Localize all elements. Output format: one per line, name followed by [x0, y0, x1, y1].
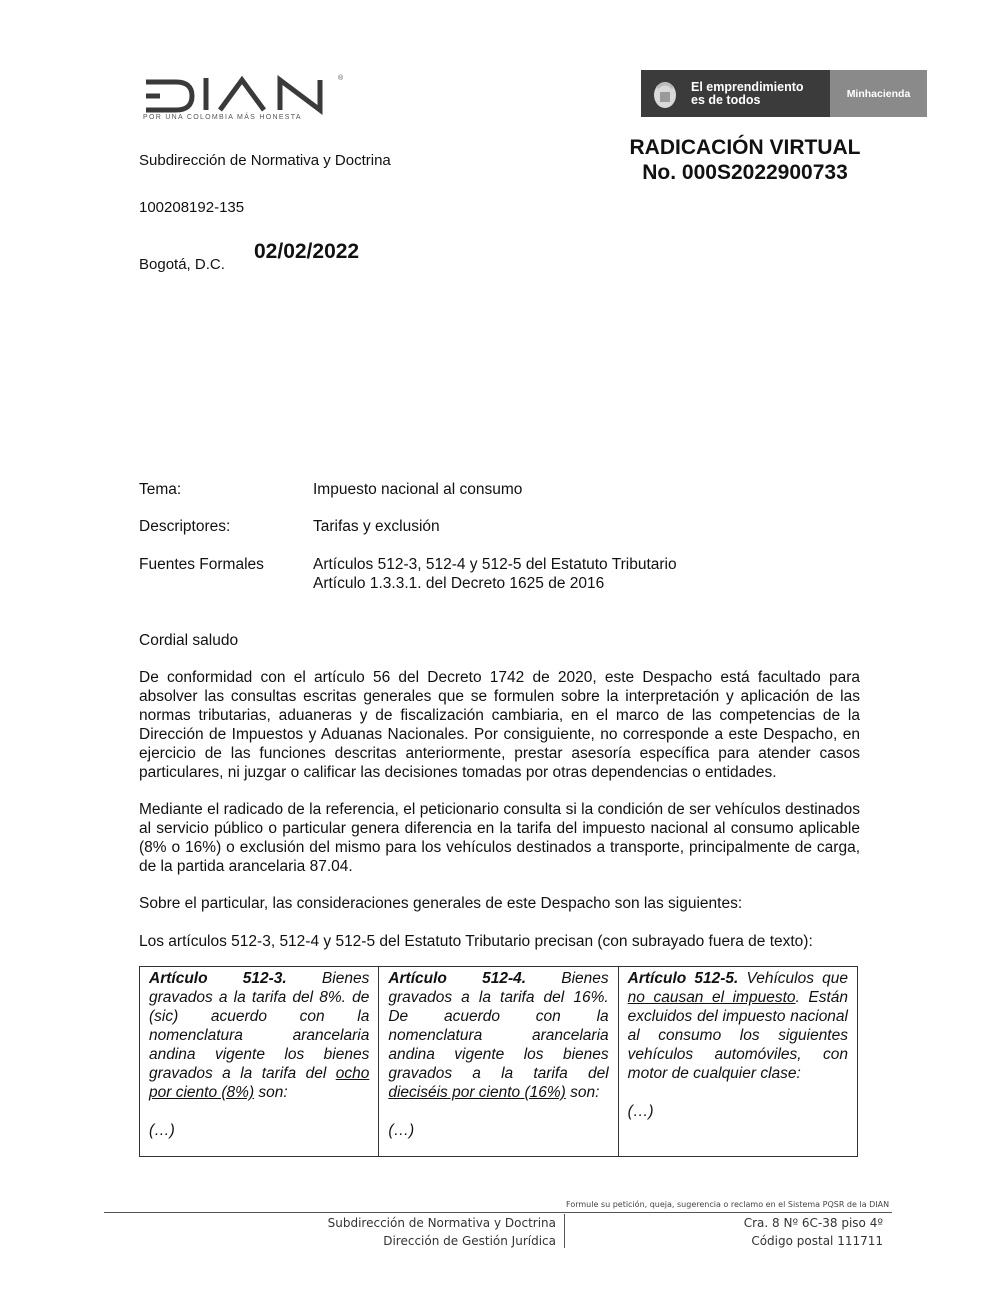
footer-divider: [104, 1212, 892, 1213]
footer-office: Subdirección de Normativa y Doctrina: [327, 1216, 556, 1230]
article-512-5-heading: Artículo 512-5.: [627, 970, 739, 987]
document-date: 02/02/2022: [254, 240, 360, 263]
article-512-5-ellipsis: (…): [627, 1103, 654, 1120]
article-512-5-text-end: . Están excluidos del impuesto nacional al consumo los siguientes vehículos automóviles, con motor de cualquier clase:: [627, 989, 848, 1082]
descriptores-label: Descriptores:: [139, 518, 231, 535]
paragraph-3: Sobre el particular, las consideraciones generales de este Despacho son las siguientes:: [139, 895, 743, 912]
radicacion-title: RADICACIÓN VIRTUAL: [629, 136, 861, 159]
footer-note: Formule su petición, queja, sugerencia o reclamo en el Sistema PQSR de la DIAN: [566, 1200, 890, 1209]
footer-postal-code: Código postal 111711: [751, 1234, 883, 1248]
gov-banner-ministry: Minhacienda: [830, 70, 927, 117]
article-512-3-ellipsis: (…): [149, 1122, 175, 1139]
tema-label: Tema:: [139, 481, 182, 498]
table-row: [140, 967, 858, 1157]
article-512-3-underline: ocho por ciento (8%): [149, 1065, 370, 1101]
svg-text:®: ®: [338, 75, 344, 82]
office-name: Subdirección de Normativa y Doctrina: [139, 152, 391, 169]
article-512-5-underline: no causan el impuesto: [627, 989, 796, 1006]
greeting: Cordial saludo: [139, 632, 239, 649]
article-512-3-heading: Artículo 512-3.: [149, 970, 287, 987]
reference-number: 100208192-135: [139, 199, 245, 216]
fuentes-value-1: Artículos 512-3, 512-4 y 512-5 del Estatuto Tributario: [313, 556, 677, 573]
footer-vertical-divider: [564, 1214, 565, 1248]
article-512-4-underline: dieciséis por ciento (16%): [388, 1084, 566, 1101]
fuentes-value-2: Artículo 1.3.3.1. del Decreto 1625 de 2016: [313, 575, 605, 592]
gov-banner-line2: es de todos: [691, 92, 761, 107]
city: Bogotá, D.C.: [139, 256, 225, 273]
article-512-4-cell: [379, 967, 618, 1157]
descriptores-value: Tarifas y exclusión: [313, 518, 440, 535]
coat-of-arms-icon: [647, 76, 683, 112]
footer-direction: Dirección de Gestión Jurídica: [383, 1234, 556, 1248]
article-512-3-text-end: son:: [254, 1084, 288, 1101]
logo-tagline: POR UNA COLOMBIA MÁS HONESTA: [143, 114, 302, 121]
article-512-4-ellipsis: (…): [388, 1122, 415, 1139]
articles-table: [139, 966, 858, 1157]
fuentes-label: Fuentes Formales: [139, 556, 264, 573]
gov-banner-text: [691, 81, 804, 107]
article-512-5-text: Vehículos que: [738, 970, 849, 987]
article-512-5-cell: [618, 967, 857, 1157]
footer-address: Cra. 8 Nº 6C-38 piso 4º: [743, 1216, 883, 1230]
article-512-4-text-end: son:: [565, 1084, 600, 1101]
article-512-4-text: Bienes gravados a la tarifa del 16%. De acuerdo con la nomenclatura arancelaria andina vigente los bienes gravados a la tarifa del: [388, 970, 609, 1082]
government-banner: [641, 70, 927, 117]
article-512-3-text: Bienes gravados a la tarifa del 8%. de (sic) acuerdo con la nomenclatura arancelaria andina vigente los bienes gravados a la tarifa del: [149, 970, 370, 1082]
radicacion-number: No. 000S2022900733: [642, 161, 848, 184]
tema-value: Impuesto nacional al consumo: [313, 481, 523, 498]
gov-banner-left: [641, 70, 830, 117]
radicacion-block: [580, 135, 910, 185]
article-512-3-cell: [140, 967, 379, 1157]
paragraph-1: De conformidad con el artículo 56 del Decreto 1742 de 2020, este Despacho está facultado para absolver las consultas escritas generales que se formulen sobre la interpretación y aplicación de las normas tributarias, aduaneras y de fiscalización cambiaria, en el marco de las competencias de la Dirección de Impuestos y Aduanas Nacionales. Por consiguiente, no corresponde a este Despacho, en ejercicio de las funciones descritas anteriormente, prestar asesoría específica para atender casos particulares, ni juzgar o calificar las decisiones tomadas por otras dependencias o entidades.: [139, 669, 860, 781]
gov-banner-line1: El emprendimiento: [691, 79, 804, 94]
paragraph-2: Mediante el radicado de la referencia, el peticionario consulta si la condición de ser vehículos destinados al servicio público o particular genera diferencia en la tarifa del impuesto nacional al consumo aplicable (8% o 16%) o exclusión del mismo para los vehículos destinados a transporte, principalmente de carga, de la partida arancelaria 87.04.: [139, 801, 860, 875]
article-512-4-heading: Artículo 512-4.: [388, 970, 527, 987]
paragraph-4: Los artículos 512-3, 512-4 y 512-5 del Estatuto Tributario precisan (con subrayado fuera de texto):: [139, 933, 813, 950]
